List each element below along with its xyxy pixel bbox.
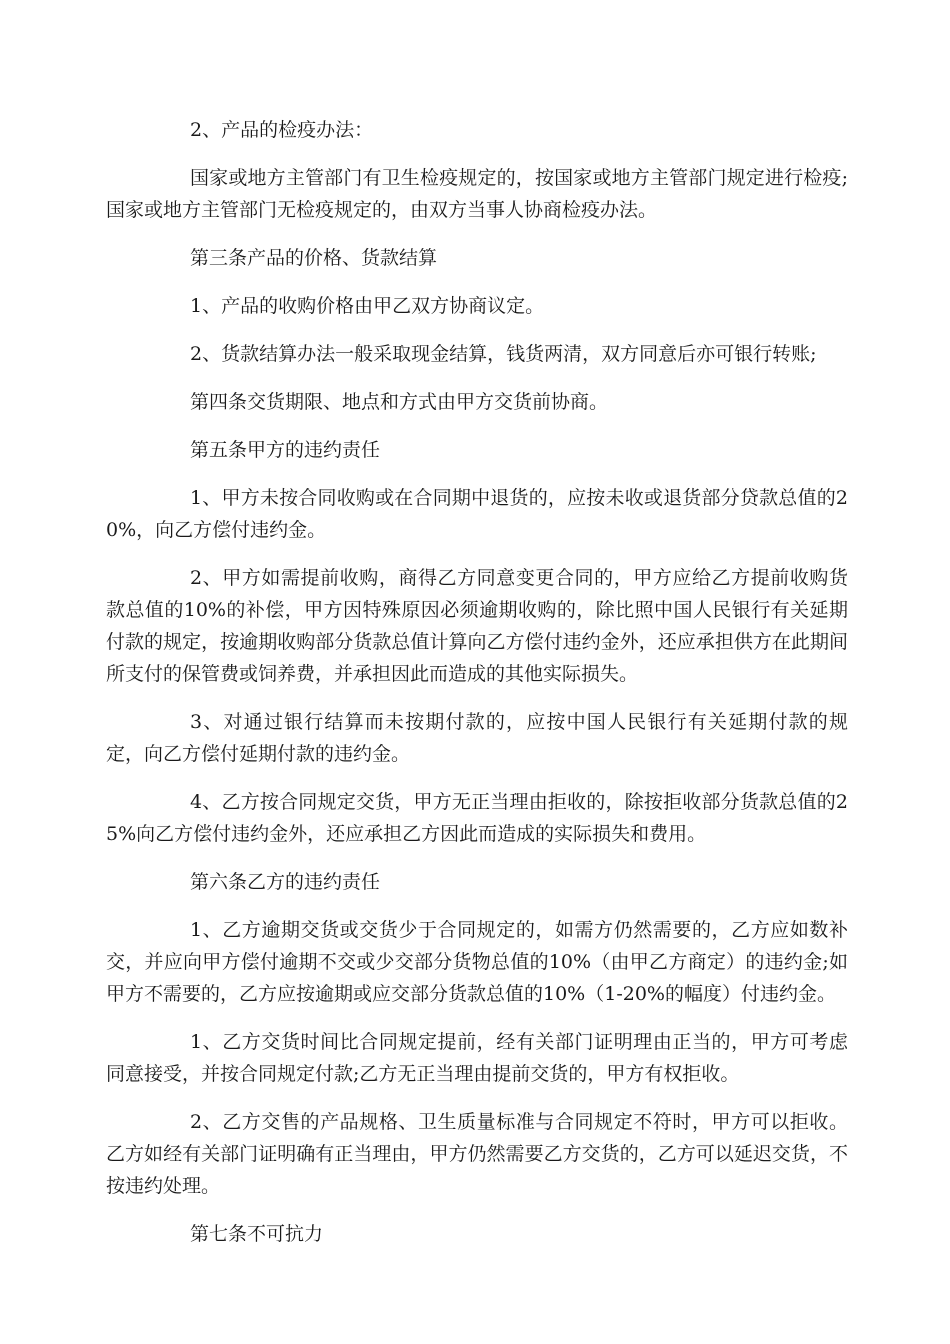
paragraph-party-a-2: 2、甲方如需提前收购，商得乙方同意变更合同的，甲方应给乙方提前收购货款总值的10%的补偿，甲方因特殊原因必须逾期收购的，除比照中国人民银行有关延期付款的规定，按逾期收购部分货款总值计算向乙方偿付违约金外，还应承担供方在此期间所支付的保管费或饲养费，并承担因此而造成的其他实际损失。 xyxy=(106,567,848,685)
paragraph-party-a-3: 3、对通过银行结算而未按期付款的，应按中国人民银行有关延期付款的规定，向乙方偿付延期付款的违约金。 xyxy=(106,711,848,765)
article-3-heading: 第三条产品的价格、货款结算 xyxy=(190,247,438,269)
paragraph-quarantine-heading: 2、产品的检疫办法： xyxy=(190,119,374,141)
paragraph-party-a-1: 1、甲方未按合同收购或在合同期中退货的，应按未收或退货部分贷款总值的20%，向乙方偿付违约金。 xyxy=(106,487,848,541)
paragraph-quarantine-rule: 国家或地方主管部门有卫生检疫规定的，按国家或地方主管部门规定进行检疫;国家或地方主管部门无检疫规定的，由双方当事人协商检疫办法。 xyxy=(106,167,848,221)
paragraph-party-b-2: 2、乙方交售的产品规格、卫生质量标准与合同规定不符时，甲方可以拒收。乙方如经有关部门证明确有正当理由，甲方仍然需要乙方交货的，乙方可以延迟交货，不按违约处理。 xyxy=(106,1111,848,1197)
article-5-heading: 第五条甲方的违约责任 xyxy=(190,439,381,461)
paragraph-party-a-4: 4、乙方按合同规定交货，甲方无正当理由拒收的，除按拒收部分货款总值的25%向乙方偿付违约金外，还应承担乙方因此而造成的实际损失和费用。 xyxy=(106,791,848,845)
paragraph-settlement: 2、货款结算办法一般采取现金结算，钱货两清，双方同意后亦可银行转账; xyxy=(190,343,817,365)
paragraph-price: 1、产品的收购价格由甲乙双方协商议定。 xyxy=(190,295,545,317)
article-4-heading: 第四条交货期限、地点和方式由甲方交货前协商。 xyxy=(190,391,609,413)
paragraph-party-b-early: 1、乙方交货时间比合同规定提前，经有关部门证明理由正当的，甲方可考虑同意接受，并按合同规定付款;乙方无正当理由提前交货的，甲方有权拒收。 xyxy=(106,1031,848,1085)
paragraph-party-b-1: 1、乙方逾期交货或交货少于合同规定的，如需方仍然需要的，乙方应如数补交，并应向甲方偿付逾期不交或少交部分货物总值的10%（由甲乙方商定）的违约金;如甲方不需要的，乙方应按逾期或应交部分货款总值的10%（1-20%的幅度）付违约金。 xyxy=(106,919,848,1005)
article-7-heading: 第七条不可抗力 xyxy=(190,1223,324,1245)
article-6-heading: 第六条乙方的违约责任 xyxy=(190,871,381,893)
document-body xyxy=(106,114,848,1266)
